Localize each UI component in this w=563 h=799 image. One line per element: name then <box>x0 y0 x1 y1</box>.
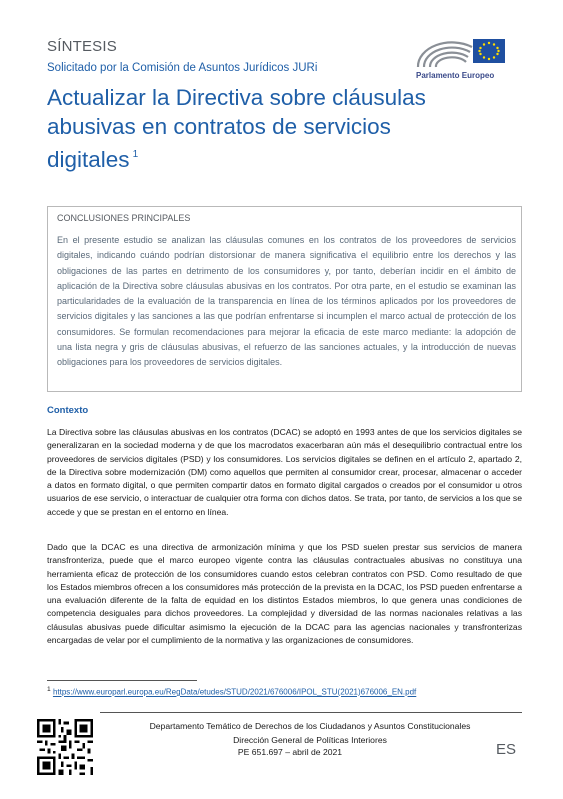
document-type: SÍNTESIS <box>47 38 117 55</box>
footer-department: Departamento Temático de Derechos de los Ciudadanos y Asuntos Constitucionales <box>149 721 471 731</box>
page-title <box>47 84 427 175</box>
requested-by: Solicitado por la Comisión de Asuntos Jurídicos JURi <box>47 62 318 74</box>
title-text: Actualizar la Directiva sobre cláusulas abusivas en contratos de servicios digitales <box>47 85 426 172</box>
footnote <box>47 686 416 697</box>
summary-heading: CONCLUSIONES PRINCIPALES <box>57 213 191 223</box>
footnote-divider <box>47 680 197 681</box>
context-paragraph: Dado que la DCAC es una directiva de armonización mínima y que los PSD suelen prestar sus servicios de manera transfronteriza, puede que el marco europeo vigente contra las cláusulas contractuales abusivas no constituya una herramienta eficaz de protección de los consumidores cuando estos celebran contratos con PSD. Como resultado de que los Estados miembros ofrecen a los consumidores más protección de la prevista en la DCAC, los PSD pueden enfrentarse a una evaluación diferente de la falta de equidad en los distintos Estados miembros, lo que genera unas condiciones de competencia desiguales para dichos proveedores. La complejidad y diversidad de las normas nacionales relativas a las cláusulas abusivas puede dificultar asimismo la ejecución de la DCAC para las agencias nacionales y transfronterizas encargadas de velar por el cumplimiento de la normativa y las organizaciones de consumidores. <box>47 542 522 646</box>
footer-directorate: Dirección General de Políticas Interiores <box>233 735 387 745</box>
logo-caption: Parlamento Europeo <box>416 71 495 80</box>
footer-divider <box>100 712 522 713</box>
language-code: ES <box>496 741 517 758</box>
section-heading-context: Contexto <box>47 405 89 416</box>
footer-reference: PE 651.697 – abril de 2021 <box>237 747 343 757</box>
footnote-link[interactable]: https://www.europarl.europa.eu/RegData/etudes/STUD/2021/676006/IPOL_STU(2021)676006_EN.pdf <box>52 687 417 697</box>
summary-text: En el presente estudio se analizan las cláusulas comunes en los contratos de los proveedores de servicios digitales, indicando cuándo podrían distorsionar de manera significativa el equilibrio entre los derechos y las obligaciones de las partes en detrimento de los consumidores y, por tanto, deberían incidir en el ámbito de aplicación de la Directiva sobre cláusulas abusivas en los contratos. Por otra parte, en el estudio se examinan las particularidades de la evaluación de la transparencia en línea de los términos aplicados por los proveedores de servicios digitales y las sanciones a las que podrían enfrentarse si incumplen el marco actual de protección de los consumidores. Se formulan recomendaciones para mejorar la eficacia de este marco mediante: la adopción de una lista negra y gris de cláusulas abusivas, el refuerzo de las sanciones actuales, y la introducción de nuevas obligaciones para los proveedores de servicios digitales. <box>57 235 516 368</box>
footnote-number: 1 <box>47 686 51 693</box>
title-footnote-ref[interactable]: 1 <box>132 149 139 160</box>
context-paragraph: La Directiva sobre las cláusulas abusivas en los contratos (DCAC) se adoptó en 1993 antes de que los servicios digitales se generalizaran en la sociedad moderna y de que los macrodatos exacerbaran aún más el desequilibrio contractual entre los proveedores de servicios digitales (PSD) y los consumidores. Los servicios digitales se definen en el artículo 2, apartado 2, de la Directiva sobre modernización (DM) como aquellos que permiten al consumidor crear, procesar, almacenar o acceder a datos en formato digital, o que permiten compartir datos en formato digital cargados o creados por el consumidor u otros usuarios de ese servicio, o interactuar de cualquier otra forma con dichos datos. Se trata, por tanto, de servicios a los que se accede y que se prestan en el entorno en línea. <box>47 427 522 517</box>
